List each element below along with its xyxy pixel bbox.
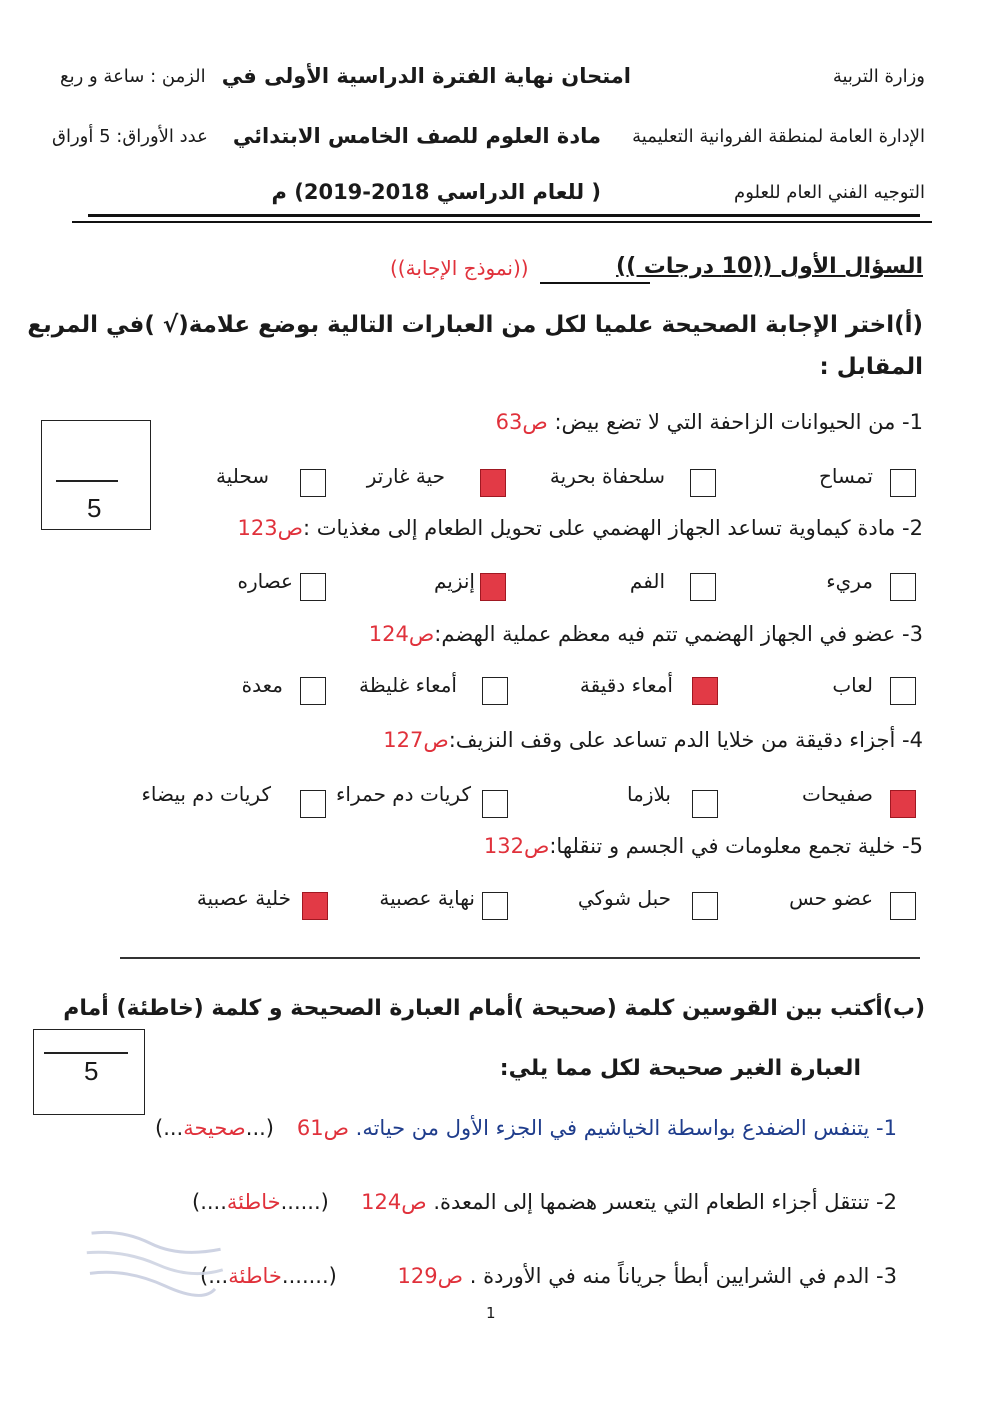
item-5-ref: ص132 — [483, 834, 550, 858]
tf-item-1-answer[interactable]: (...صحيحة...) — [155, 1116, 274, 1140]
item-4-option-4: كريات دم بيضاء — [141, 782, 271, 806]
item-2-option-2-checkbox[interactable] — [690, 573, 716, 601]
exam-time: الزمن : ساعة و ربع — [60, 66, 206, 87]
part-b-score-line — [44, 1052, 128, 1054]
item-5-option-2-checkbox[interactable] — [692, 892, 718, 920]
item-2-question: 2- مادة كيماوية تساعد الجهاز الهضمي على تحويل الطعام إلى مغذيات :ص123 — [237, 516, 923, 540]
item-3-option-4: معدة — [241, 673, 283, 697]
part-a-instruction-cont: المقابل : — [819, 354, 923, 380]
item-5-option-3-checkbox[interactable] — [482, 892, 508, 920]
item-1-option-4: سحلية — [215, 464, 269, 488]
tf-item-2: 2- تنتقل أجزاء الطعام التي يتعسر هضمها إلى المعدة. ص124 — [361, 1190, 897, 1214]
item-1-option-1-checkbox[interactable] — [890, 469, 916, 497]
tf-item-3-answer[interactable]: (...خاطئة.......) — [200, 1264, 337, 1288]
item-4-option-1: صفيحات — [802, 782, 873, 806]
item-1-ref: ص63 — [495, 410, 548, 434]
item-2-option-4-checkbox[interactable] — [300, 573, 326, 601]
tf-item-3-ref: ص129 — [397, 1264, 464, 1288]
item-4-option-4-checkbox[interactable] — [300, 790, 326, 818]
item-3-option-3: أمعاء غليظة — [358, 673, 457, 697]
part-a-score-line — [56, 480, 118, 482]
directorate: الإدارة العامة لمنطقة الفروانية التعليمية — [632, 126, 925, 147]
item-2-option-2: الفم — [629, 569, 665, 593]
answer-model-label: ((نموذج الإجابة)) — [390, 256, 529, 280]
item-3-question: 3- عضو في الجهاز الهضمي تتم فيه معظم عملية الهضم:ص124 — [368, 622, 923, 646]
item-5-option-1: عضو حس — [789, 886, 873, 910]
item-1-option-2-checkbox[interactable] — [690, 469, 716, 497]
stamp-scribble-icon — [74, 1218, 232, 1308]
header-divider-top — [88, 214, 920, 217]
item-1-option-4-checkbox[interactable] — [300, 469, 326, 497]
item-2-option-4: عصاره — [237, 569, 293, 593]
tf-item-1-ref: ص61 — [296, 1116, 349, 1140]
item-3-ref: ص124 — [368, 622, 435, 646]
item-2-option-1-checkbox[interactable] — [890, 573, 916, 601]
item-4-ref: ص127 — [383, 728, 449, 752]
item-1-option-2: سلحفاة بحرية — [549, 464, 665, 488]
item-3-option-1-checkbox[interactable] — [890, 677, 916, 705]
part-a-instruction: (أ)اختر الإجابة الصحيحة علميا لكل من العبارات التالية بوضع علامة(√ )في المربع — [27, 312, 923, 338]
item-4-option-3: كريات دم حمراء — [336, 782, 471, 806]
item-3-option-2-checkbox[interactable] — [692, 677, 718, 705]
item-4-option-3-checkbox[interactable] — [482, 790, 508, 818]
item-2-ref: ص123 — [237, 516, 303, 540]
item-4-question: 4- أجزاء دقيقة من خلايا الدم تساعد على وقف النزيف:ص127 — [383, 728, 923, 752]
pages-count: عدد الأوراق: 5 أوراق — [52, 126, 208, 147]
item-5-option-2: حبل شوكي — [577, 886, 671, 910]
part-b-score: 5 — [84, 1056, 99, 1086]
tf-item-2-ref: ص124 — [361, 1190, 427, 1214]
supervision: التوجيه الفني العام للعلوم — [734, 182, 925, 203]
exam-title: امتحان نهاية الفترة الدراسية الأولى في — [221, 64, 631, 88]
q1-title: السؤال الأول ((10 درجات )) — [616, 254, 923, 279]
item-1-question: 1- من الحيوانات الزاحفة التي لا تضع بيض: ص63 — [495, 410, 923, 434]
part-b-instruction: (ب)أكتب بين القوسين كلمة (صحيحة )أمام العبارة الصحيحة و كلمة (خاطئة) أمام — [63, 996, 925, 1021]
header-divider-bottom — [72, 221, 932, 223]
school-year: ( للعام الدراسي 2018-2019) م — [271, 180, 601, 204]
item-4-option-2-checkbox[interactable] — [692, 790, 718, 818]
item-5-option-1-checkbox[interactable] — [890, 892, 916, 920]
item-2-option-1: مريء — [826, 569, 873, 593]
ministry: وزارة التربية — [832, 66, 925, 87]
item-4-option-1-checkbox[interactable] — [890, 790, 916, 818]
item-5-option-4: خلية عصبية — [196, 886, 291, 910]
part-a-score: 5 — [87, 493, 102, 523]
faint-stamp-mark — [74, 1218, 232, 1308]
item-4-option-2: بلازما — [627, 782, 671, 806]
item-3-option-2: أمعاء دقيقة — [579, 673, 673, 697]
q1-title-underline — [540, 282, 650, 284]
tf-item-1: 1- يتنفس الضفدع بواسطة الخياشيم في الجزء الأول من حياته. ص61 — [296, 1116, 897, 1140]
item-1-option-3-checkbox[interactable] — [480, 469, 506, 497]
item-3-option-4-checkbox[interactable] — [300, 677, 326, 705]
page-number: 1 — [486, 1304, 496, 1322]
item-1-option-1: تمساح — [819, 464, 873, 488]
tf-item-2-answer[interactable]: (....خاطئة......) — [192, 1190, 329, 1214]
section-divider — [120, 957, 920, 959]
item-3-option-1: لعاب — [832, 673, 873, 697]
item-5-option-3: نهاية عصبية — [379, 886, 475, 910]
item-5-option-4-checkbox[interactable] — [302, 892, 328, 920]
part-b-instruction-cont: العبارة الغير صحيحة لكل مما يلي: — [499, 1056, 861, 1081]
item-2-option-3-checkbox[interactable] — [480, 573, 506, 601]
item-3-option-3-checkbox[interactable] — [482, 677, 508, 705]
item-2-option-3: إنزيم — [433, 569, 475, 593]
subject-title: مادة العلوم للصف الخامس الابتدائي — [232, 124, 601, 148]
tf-item-3: 3- الدم في الشرايين أبطأ جرياناً منه في الأوردة . ص129 — [397, 1264, 897, 1288]
item-1-option-3: حية غارتر — [366, 464, 445, 488]
item-5-question: 5- خلية تجمع معلومات في الجسم و تنقلها:ص132 — [483, 834, 923, 858]
